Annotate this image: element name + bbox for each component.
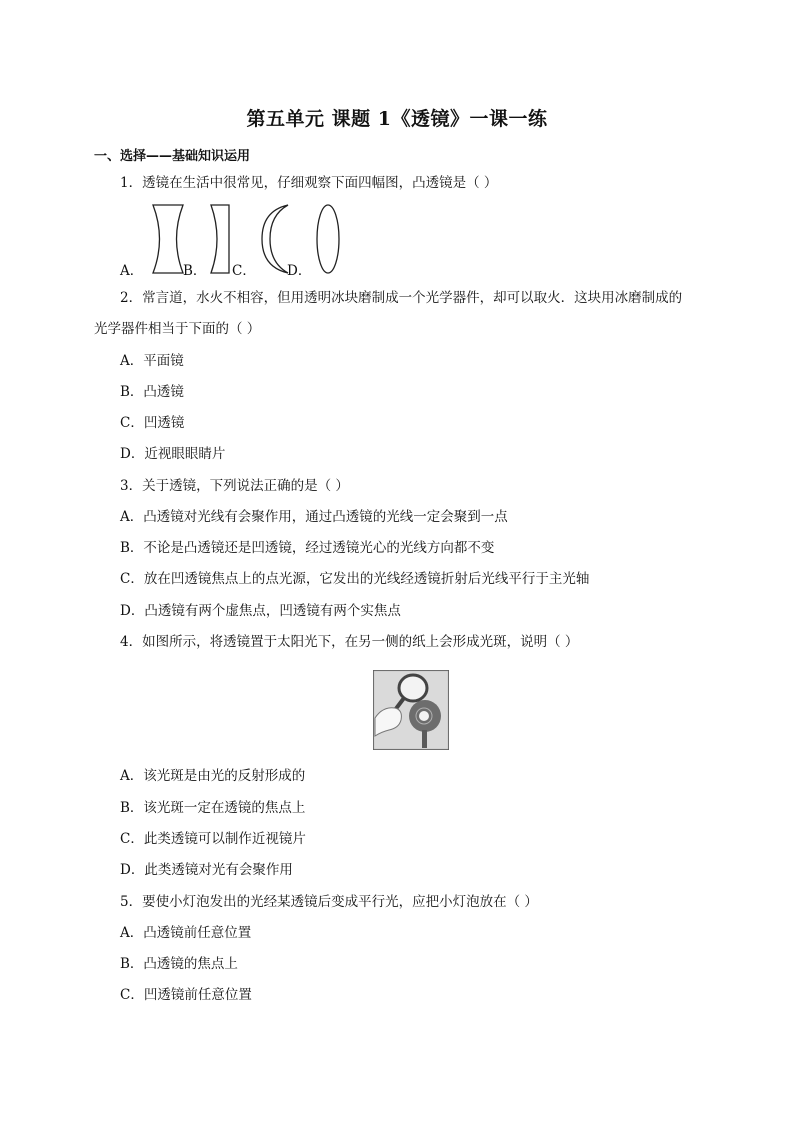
q4-option-c: C．此类透镜可以制作近视镜片 <box>120 831 306 847</box>
question-1-stem: 1．透镜在生活中很常见，仔细观察下面四幅图，凸透镜是（ ） <box>120 175 498 191</box>
q1-label-b: B． <box>183 263 207 279</box>
q3-option-c: C．放在凹透镜焦点上的点光源，它发出的光线经透镜折射后光线平行于主光轴 <box>120 571 590 587</box>
page-title: 第五单元 课题 1《透镜》一课一练 <box>246 108 548 130</box>
q3-option-b: B．不论是凸透镜还是凹透镜，经过透镜光心的光线方向都不变 <box>120 540 495 556</box>
q2-option-d: D．近视眼眼睛片 <box>120 446 226 462</box>
q4-option-b: B．该光斑一定在透镜的焦点上 <box>120 800 306 816</box>
q3-option-d: D．凸透镜有两个虚焦点，凹透镜有两个实焦点 <box>120 603 401 619</box>
question-5-stem: 5．要使小灯泡发出的光经某透镜后变成平行光，应把小灯泡放在（ ） <box>120 894 538 910</box>
question-2-stem-line2: 光学器件相当于下面的（ ） <box>94 321 261 337</box>
q2-option-a: A．平面镜 <box>120 353 184 369</box>
q2-option-b: B．凸透镜 <box>120 384 184 400</box>
biconvex-lens-figure <box>312 203 344 275</box>
q4-option-d: D．此类透镜对光有会聚作用 <box>120 862 293 878</box>
q5-option-a: A．凸透镜前任意位置 <box>120 925 252 941</box>
biconcave-lens-figure <box>150 203 186 275</box>
question-3-stem: 3．关于透镜，下列说法正确的是（ ） <box>120 478 349 494</box>
q5-option-b: B．凸透镜的焦点上 <box>120 956 238 972</box>
question-2-stem-line1: 2．常言道，水火不相容，但用透明冰块磨制成一个光学器件，却可以取火．这块用冰磨制成的 <box>120 290 683 306</box>
q4-option-a: A．该光斑是由光的反射形成的 <box>120 768 306 784</box>
q3-option-a: A．凸透镜对光线有会聚作用，通过凸透镜的光线一定会聚到一点 <box>120 509 508 525</box>
question-4-stem: 4．如图所示，将透镜置于太阳光下，在另一侧的纸上会形成光斑，说明（ ） <box>120 634 579 650</box>
q2-option-c: C．凹透镜 <box>120 415 185 431</box>
section-heading: 一、选择——基础知识运用 <box>94 149 251 164</box>
q1-label-a: A． <box>120 263 144 279</box>
q5-option-c: C．凹透镜前任意位置 <box>120 987 252 1003</box>
q1-label-c: C． <box>232 263 256 279</box>
magnifier-sunlight-photo <box>373 670 449 750</box>
q1-label-d: D． <box>287 263 312 279</box>
plano-concave-lens-figure <box>205 203 235 275</box>
